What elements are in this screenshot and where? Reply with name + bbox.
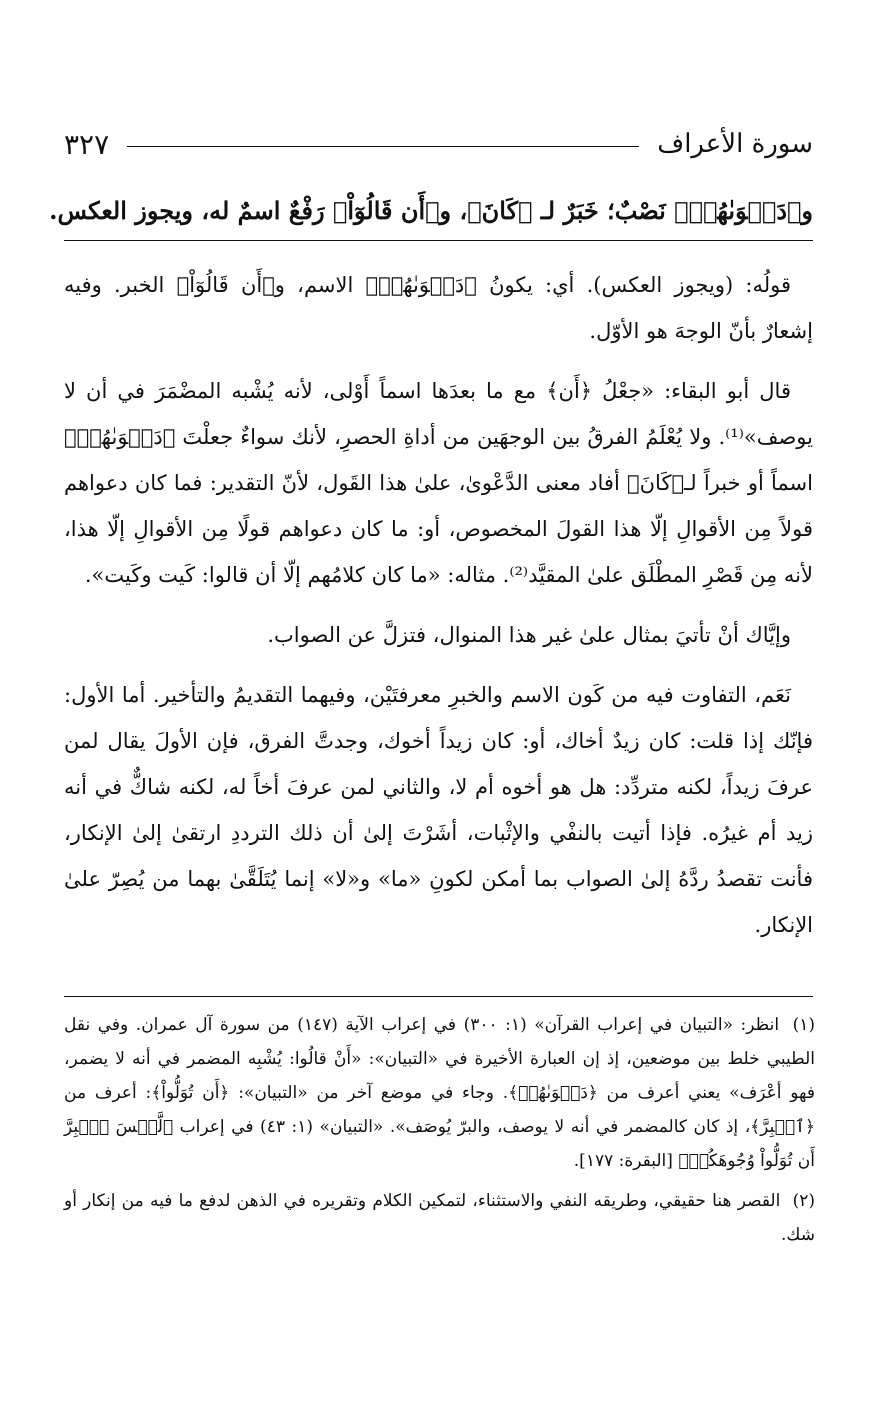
footnote-text: القصر هنا حقيقي، وطريقه النفي والاستثناء، لتمكين الكلام وتقريره في الذهن لدفع ما فيه من إنكار أو شك. [64,1191,815,1245]
footnote [64,1008,815,1178]
commentary-body [64,262,813,962]
matn-divider [64,240,813,241]
footnote-text: انظر: «التبيان في إعراب القرآن» (١: ٣٠٠) في إعراب الآية (١٤٧) من سورة آل عمران. وفي نقل الطيبي خلط بين موضعين، إذ إن العبارة الأخيرة في «التبيان»: «أَنْ قالُوا: يُشْبِه المضمر في أنه لا يضمر، فهو أعْرَف» يعني أعرف من ﴿دَعۡوَىٰهُمۡ﴾. وجاء في موضع آخر من «التبيان»: ﴿أَن تُوَلُّواْ﴾: أعرف من ﴿ٱلۡبِرَّ﴾، إذ كان كالمضمر في أنه لا يوصف، والبرّ يُوصَف». «التبيان» (١: ٤٣) في إعراب ﴿لَّيۡسَ ٱلۡبِرَّ أَن تُوَلُّواْ وُجُوهَكُمۡ﴾ [البقرة: ١٧٧]. [64,1015,815,1171]
paragraph: وإيَّاك أنْ تأتيَ بمثال علىٰ غير هذا المنوال، فتزلَّ عن الصواب. [267,623,791,647]
paragraph: قولُه: (ويجوز العكس). أي: يكونُ ﴿دَعۡوَىٰهُمۡ﴾ الاسم، و﴿أَن قَالُوٓاْ﴾ الخبر. وفيه إشعارٌ بأنّ الوجهَ هو الأوّل. [64,273,813,343]
header-rule [127,146,639,147]
footnote-number: (١) [792,1015,816,1035]
paragraph: نَعَم، التفاوت فيه من كَون الاسم والخبرِ معرفتَيْن، وفيهما التقديمُ والتأخير. أما الأول: فإنّك إذا قلت: كان زيدٌ أخاك، أو: كان زيداً أخوك، وجدتَّ الفرق، فإن الأولَ يقال لمن عرفَ زيداً، لكنه متردِّد: هل هو أخوه أم لا، والثاني لمن عرفَ أخاً له، لكنه شاكٌّ في أنه زيد أم غيرُه. فإذا أتيت بالنفْي والإثْبات، أشَرْتَ إلىٰ أن ذلك الترددِ ارتقىٰ إلىٰ الإنكار، فأنت تقصدُ ردَّهُ إلىٰ الصواب بما أمكن لكونِ «ما» و«لا» إنما يُتَلَقَّىٰ بهما من يُصِرّ علىٰ الإنكار. [64,683,813,937]
page-number: ٣٢٧ [64,127,110,161]
running-header [64,124,813,164]
footnotes [64,1008,815,1258]
footnote [64,1184,815,1252]
surah-title: سورة الأعراف [657,129,813,159]
paragraph: قال أبو البقاء: «جعْلُ ﴿أَن﴾ مع ما بعدَها اسماً أَوْلى، لأنه يُشْبه المضْمَرَ في أن لا يوصف»⁽¹⁾. ولا يُعْلَمُ الفرقُ بين الوجهَين من أداةِ الحصرِ، لأنك سواءٌ جعلْتَ ﴿دَعۡوَىٰهُمۡ﴾ اسماً أو خبراً لـ﴿كَانَ﴾ أفاد معنى الدَّعْوىٰ، علىٰ هذا القَول، لأنّ التقدير: فما كان دعواهم قولاً مِن الأقوالِ إلّا هذا القولَ المخصوص، أو: ما كان دعواهم قولًا مِن الأقوالِ إلّا هذا، لأنه مِن قَصْرِ المطْلَق علىٰ المقيَّد⁽²⁾. مثاله: «ما كان كلامُهم إلّا أن قالوا: كَيت وكَيت». [64,379,813,587]
matn-line: و﴿دَعۡوَىٰهُمۡ﴾ نَصْبٌ؛ خَبَرٌ لـ ﴿كَانَ﴾، و﴿أَن قَالُوٓاْ﴾ رَفْعٌ اسمٌ له، ويجوز العكس. [49,196,813,225]
footnote-divider [64,996,813,997]
footnote-number: (٢) [792,1191,815,1211]
